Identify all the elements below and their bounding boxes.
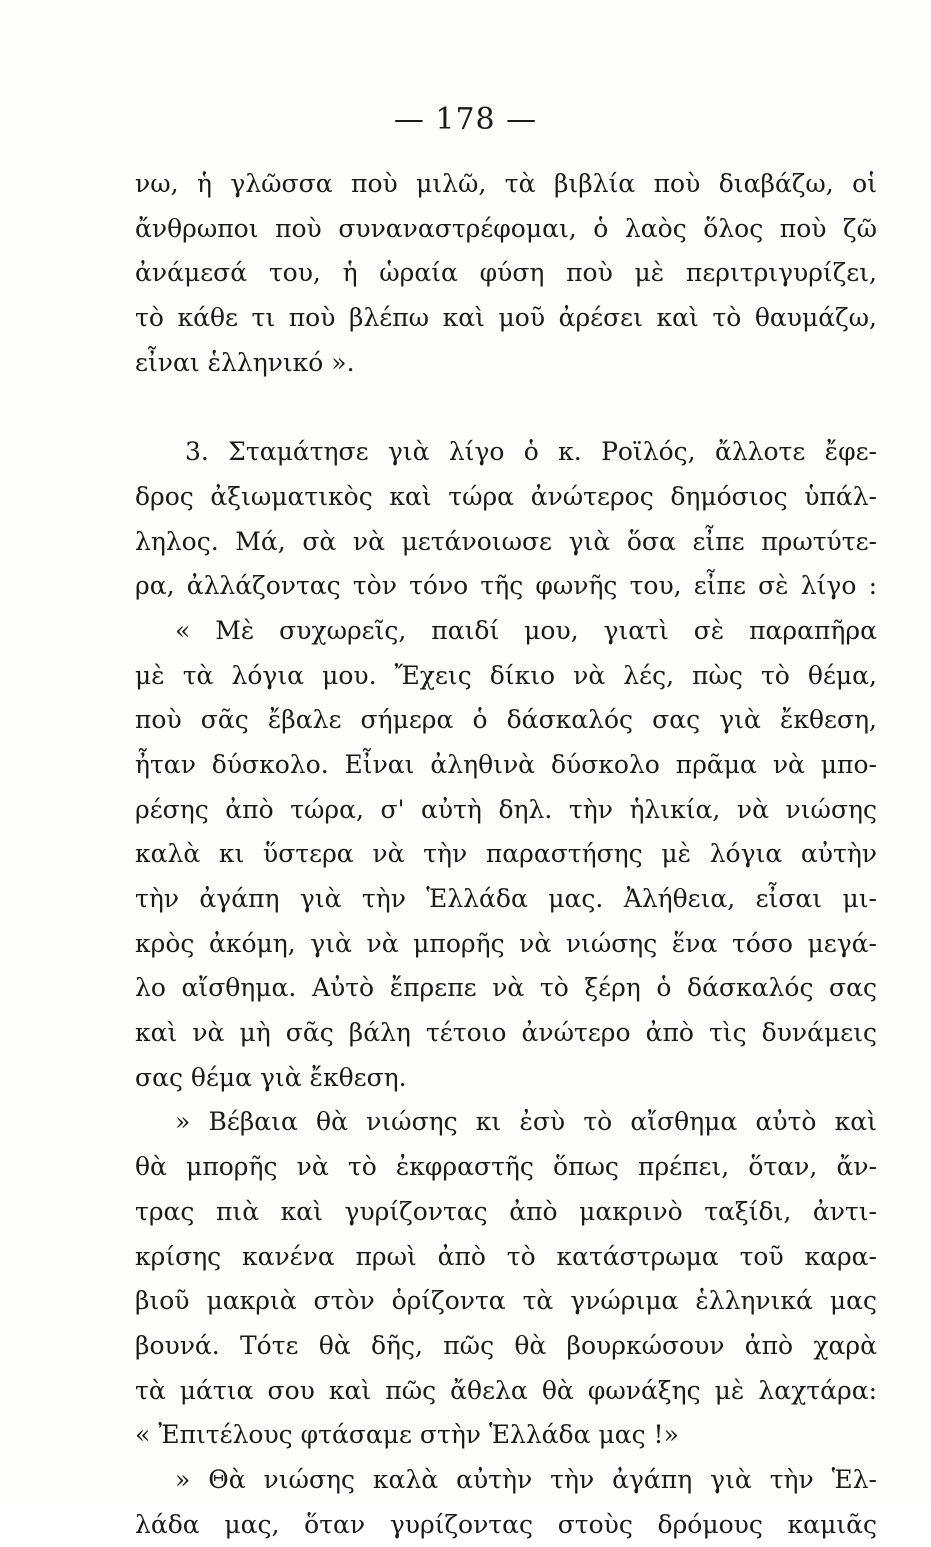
text-line: » Βέβαια θὰ νιώσης κι ἐσὺ τὸ αἴσθημα αὐτὸ καὶ [175,1107,877,1137]
text-line: ληλος. Μά, σὰ νὰ μετάνοιωσε γιὰ ὅσα εἶπε πρωτύτε- [135,526,877,556]
text-line: εἶναι ἑλληνικό ». [135,347,355,377]
text-line: δρος ἀξιωματικὸς καὶ τώρα ἀνώτερος δημόσιος ὑπάλ- [135,481,877,511]
text-line: νω, ἡ γλῶσσα ποὺ μιλῶ, τὰ βιβλία ποὺ διαβάζω, οἱ [135,169,877,198]
text-line: ἀνάμεσά του, ἡ ὡραία φύση ποὺ μὲ περιτριγυρίζει, [135,258,877,288]
page-number: — 178 — [393,102,538,137]
body-text [135,162,877,1547]
text-line: καλὰ κι ὕστερα νὰ τὴν παραστήσης μὲ λόγια αὐτὴν [135,839,877,869]
text-line: » Θὰ νιώσης καλὰ αὐτὴν τὴν ἀγάπη γιὰ τὴν Ἑλ- [175,1464,877,1494]
text-line: ἦταν δύσκολο. Εἶναι ἀληθινὰ δύσκολο πρᾶμα νὰ μπο- [135,749,877,779]
text-line: τὰ μάτια σου καὶ πῶς ἄθελα θὰ φωνάξης μὲ λαχτάρα: [135,1375,877,1405]
text-line: θὰ μπορῆς νὰ τὸ ἐκφραστῆς ὅπως πρέπει, ὅταν, ἄν- [135,1152,877,1182]
text-line: « Μὲ συχωρεῖς, παιδί μου, γιατὶ σὲ παραπῆρα [175,615,877,645]
text-line: λάδα μας, ὅταν γυρίζοντας στοὺς δρόμους καμιᾶς [135,1509,877,1539]
text-line: λο αἴσθημα. Αὐτὸ ἔπρεπε νὰ τὸ ξέρη ὁ δάσκαλός σας [135,973,877,1003]
paragraph-gap [135,385,877,430]
text-line: κρὸς ἀκόμη, γιὰ νὰ μπορῆς νὰ νιώσης ἕνα τόσο μεγά- [135,928,877,958]
text-line: σας θέμα γιὰ ἔκθεση. [135,1062,407,1092]
text-line: « Ἐπιτέλους φτάσαμε στὴν Ἑλλάδα μας !» [135,1420,679,1450]
text-line: κρίσης κανένα πρωὶ ἀπὸ τὸ κατάστρωμα τοῦ καρα- [135,1241,877,1271]
text-line: βουνά. Τότε θὰ δῆς, πῶς θὰ βουρκώσουν ἀπὸ χαρὰ [135,1330,877,1360]
text-line: ἄνθρωποι ποὺ συναναστρέφομαι, ὁ λαὸς ὅλος ποὺ ζῶ [135,213,877,243]
text-line: ρα, ἀλλάζοντας τὸν τόνο τῆς φωνῆς του, εἶπε σὲ λίγο : [135,571,877,601]
text-line: τρας πιὰ καὶ γυρίζοντας ἀπὸ μακρινὸ ταξίδι, ἀντι- [135,1196,877,1226]
text-line: μὲ τὰ λόγια μου. Ἔχεις δίκιο νὰ λές, πὼς τὸ θέμα, [135,660,877,690]
text-line: τὸ κάθε τι ποὺ βλέπω καὶ μοῦ ἀρέσει καὶ τὸ θαυμάζω, [135,303,877,333]
text-line: ποὺ σᾶς ἔβαλε σήμερα ὁ δάσκαλός σας γιὰ ἔκθεση, [135,705,877,735]
text-line: 3. Σταμάτησε γιὰ λίγο ὁ κ. Ροϊλός, ἄλλοτε ἔφε- [185,437,877,467]
text-line: ρέσης ἀπὸ τώρα, σ' αὐτὴ δηλ. τὴν ἡλικία, νὰ νιώσης [135,794,877,824]
text-line: τὴν ἀγάπη γιὰ τὴν Ἑλλάδα μας. Ἀλήθεια, εἶσαι μι- [135,884,877,913]
text-line: καὶ νὰ μὴ σᾶς βάλη τέτοιο ἀνώτερο ἀπὸ τὶς δυνάμεις [135,1018,877,1048]
text-line: βιοῦ μακριὰ στὸν ὁρίζοντα τὰ γνώριμα ἑλληνικά μας [135,1286,877,1316]
